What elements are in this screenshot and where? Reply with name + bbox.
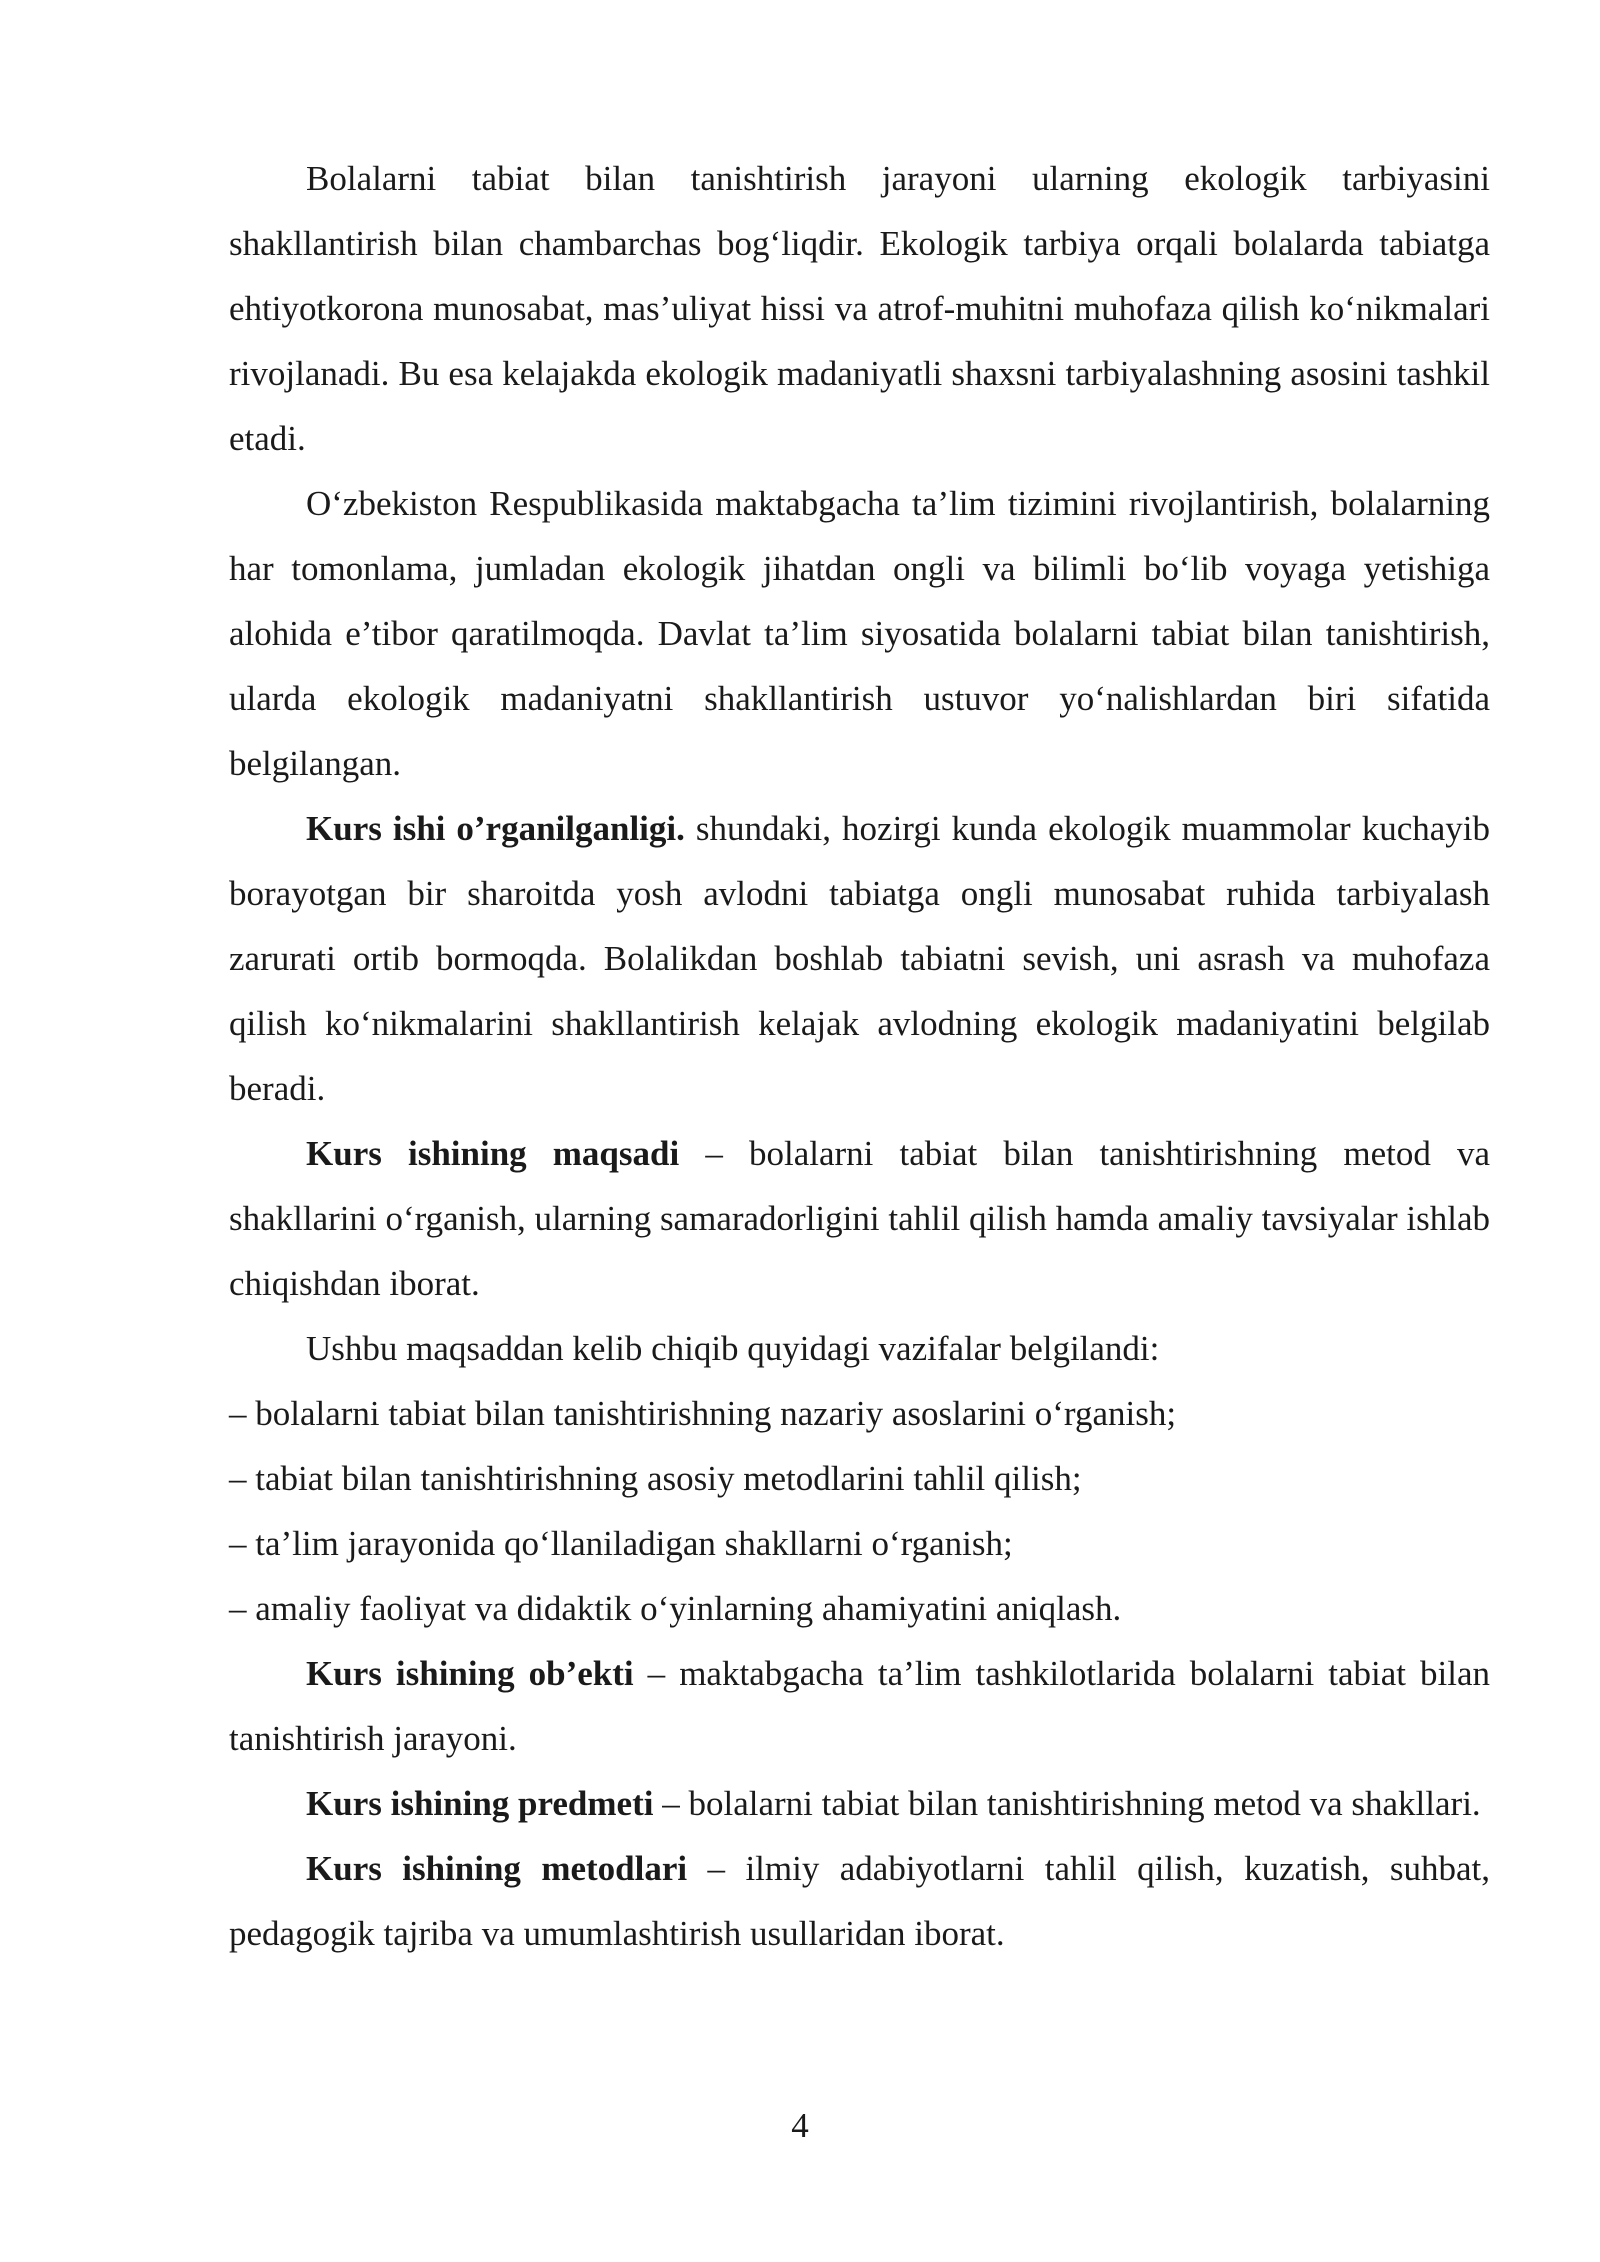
paragraph-text: – bolalarni tabiat bilan tanishtirishning metod va shakllarini o‘rganish, ularning samaradorligini tahlil qilish hamda amaliy tavsiyalar ishlab chiqishdan iborat. (229, 1134, 1491, 1303)
list-item: – amaliy faoliyat va didaktik o‘yinlarning ahamiyatini aniqlash. (229, 1589, 1122, 1628)
page-number: 4 (791, 2106, 809, 2145)
list-item: – tabiat bilan tanishtirishning asosiy metodlarini tahlil qilish; (229, 1459, 1082, 1498)
document-page (229, 146, 1490, 1966)
paragraph-text: – maktabgacha ta’lim tashkilotlarida bolalarni tabiat bilan tanishtirish jarayoni. (229, 1654, 1490, 1758)
paragraph-heading: Kurs ishi o’rganilganligi. (306, 809, 685, 848)
paragraph-tasks-intro (229, 1316, 1490, 1381)
paragraph-ecological-upbringing (229, 146, 1490, 471)
paragraph-heading: Kurs ishining ob’ekti (306, 1654, 634, 1693)
paragraph-state-policy (229, 471, 1490, 796)
paragraph-research-relevance (229, 796, 1490, 1121)
paragraph-text: – ilmiy adabiyotlarni tahlil qilish, kuzatish, suhbat, pedagogik tajriba va umumlashtirish usullaridan iborat. (229, 1849, 1491, 1953)
paragraph-object (229, 1641, 1490, 1771)
paragraph-methods (229, 1836, 1490, 1966)
list-item: – ta’lim jarayonida qo‘llaniladigan shakllarni o‘rganish; (229, 1524, 1013, 1563)
list-item: – bolalarni tabiat bilan tanishtirishning nazariy asoslarini o‘rganish; (229, 1394, 1177, 1433)
paragraph-heading: Kurs ishining metodlari (306, 1849, 688, 1888)
paragraph-heading: Kurs ishining predmeti (306, 1784, 654, 1823)
paragraph-heading: Kurs ishining maqsadi (306, 1134, 680, 1173)
paragraph-goal (229, 1121, 1490, 1316)
task-list (229, 1381, 1490, 1641)
paragraph-text: Ushbu maqsaddan kelib chiqib quyidagi vazifalar belgilandi: (306, 1329, 1160, 1368)
paragraph-text: shundaki, hozirgi kunda ekologik muammolar kuchayib borayotgan bir sharoitda yosh avlodni tabiatga ongli munosabat ruhida tarbiyalash zarurati ortib bormoqda. Bolalikdan boshlab tabiatni sevish, uni asrash va muhofaza qilish ko‘nikmalarini shakllantirish kelajak avlodning ekologik madaniyatini belgilab beradi. (229, 809, 1490, 1108)
paragraph-text: – bolalarni tabiat bilan tanishtirishning metod va shakllari. (653, 1784, 1481, 1823)
paragraph-subject (229, 1771, 1490, 1836)
paragraph-text: O‘zbekiston Respublikasida maktabgacha ta’lim tizimini rivojlantirish, bolalarning har tomonlama, jumladan ekologik jihatdan ongli va bilimli bo‘lib voyaga yetishiga alohida e’tibor qaratilmoqda. Davlat ta’lim siyosatida bolalarni tabiat bilan tanishtirish, ularda ekologik madaniyatni shakllantirish ustuvor yo‘nalishlardan biri sifatida belgilangan. (229, 484, 1490, 783)
paragraph-text: Bolalarni tabiat bilan tanishtirish jarayoni ularning ekologik tarbiyasini shakllantirish bilan chambarchas bog‘liqdir. Ekologik tarbiya orqali bolalarda tabiatga ehtiyotkorona munosabat, mas’uliyat hissi va atrof-muhitni muhofaza qilish ko‘nikmalari rivojlanadi. Bu esa kelajakda ekologik madaniyatli shaxsni tarbiyalashning asosini tashkil etadi. (229, 159, 1490, 458)
